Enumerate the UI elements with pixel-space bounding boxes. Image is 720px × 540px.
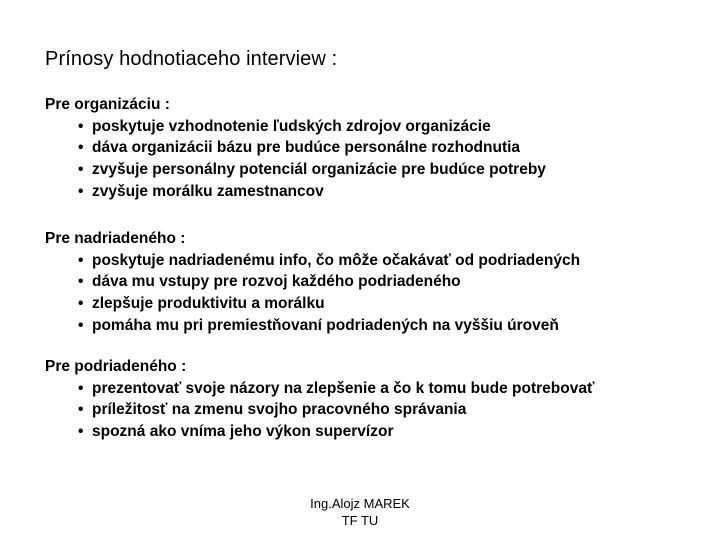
list-item: [78, 315, 580, 337]
bullet-icon: •: [78, 251, 84, 269]
list-item: [78, 250, 580, 272]
section-heading: Pre organizáciu :: [45, 96, 170, 113]
bullet-icon: •: [78, 117, 84, 135]
bullet-icon: •: [78, 273, 84, 291]
list-item-text: príležitosť na zmenu svojho pracovného správania: [92, 401, 467, 419]
bullet-icon: •: [78, 423, 84, 441]
section-organization: [45, 94, 546, 203]
bullet-icon: •: [78, 139, 84, 157]
list-item: [78, 293, 580, 315]
list-item: [78, 181, 546, 203]
bullet-icon: •: [78, 316, 84, 334]
list-item-text: poskytuje vzhodnotenie ľudských zdrojov organizácie: [92, 117, 491, 135]
slide-footer: [0, 495, 720, 529]
bullet-list: [45, 116, 546, 203]
list-item-text: pomáha mu pri premiestňovaní podriadených na vyššiu úroveň: [92, 316, 559, 334]
footer-author: Ing.Alojz MAREK: [310, 496, 410, 511]
section-subordinate: [45, 356, 594, 443]
list-item-text: zlepšuje produktivitu a morálku: [92, 295, 325, 313]
list-item-text: poskytuje nadriadenému info, čo môže očakávať od podriadených: [92, 251, 581, 269]
list-item-text: zvyšuje personálny potenciál organizácie pre budúce potreby: [92, 161, 546, 179]
bullet-icon: •: [78, 379, 84, 397]
list-item: [78, 378, 594, 400]
bullet-list: [45, 378, 594, 443]
section-supervisor: [45, 228, 580, 337]
bullet-icon: •: [78, 161, 84, 179]
list-item: [78, 421, 594, 443]
bullet-list: [45, 250, 580, 337]
bullet-icon: •: [78, 401, 84, 419]
section-heading: Pre podriadeného :: [45, 358, 187, 375]
list-item-text: zvyšuje morálku zamestnancov: [92, 182, 324, 200]
footer-institution: TF TU: [341, 513, 379, 528]
list-item: [78, 116, 546, 138]
list-item: [78, 399, 594, 421]
list-item: [78, 159, 546, 181]
list-item-text: spozná ako vníma jeho výkon supervízor: [92, 423, 394, 441]
section-heading: Pre nadriadeného :: [45, 230, 186, 247]
list-item: [78, 137, 546, 159]
list-item-text: dáva mu vstupy pre rozvoj každého podriadeného: [92, 273, 461, 291]
bullet-icon: •: [78, 295, 84, 313]
slide-title: Prínosy hodnotiaceho interview :: [45, 48, 338, 70]
list-item-text: prezentovať svoje názory na zlepšenie a čo k tomu bude potrebovať: [92, 379, 595, 397]
bullet-icon: •: [78, 182, 84, 200]
list-item-text: dáva organizácii bázu pre budúce personálne rozhodnutia: [92, 139, 521, 157]
list-item: [78, 271, 580, 293]
